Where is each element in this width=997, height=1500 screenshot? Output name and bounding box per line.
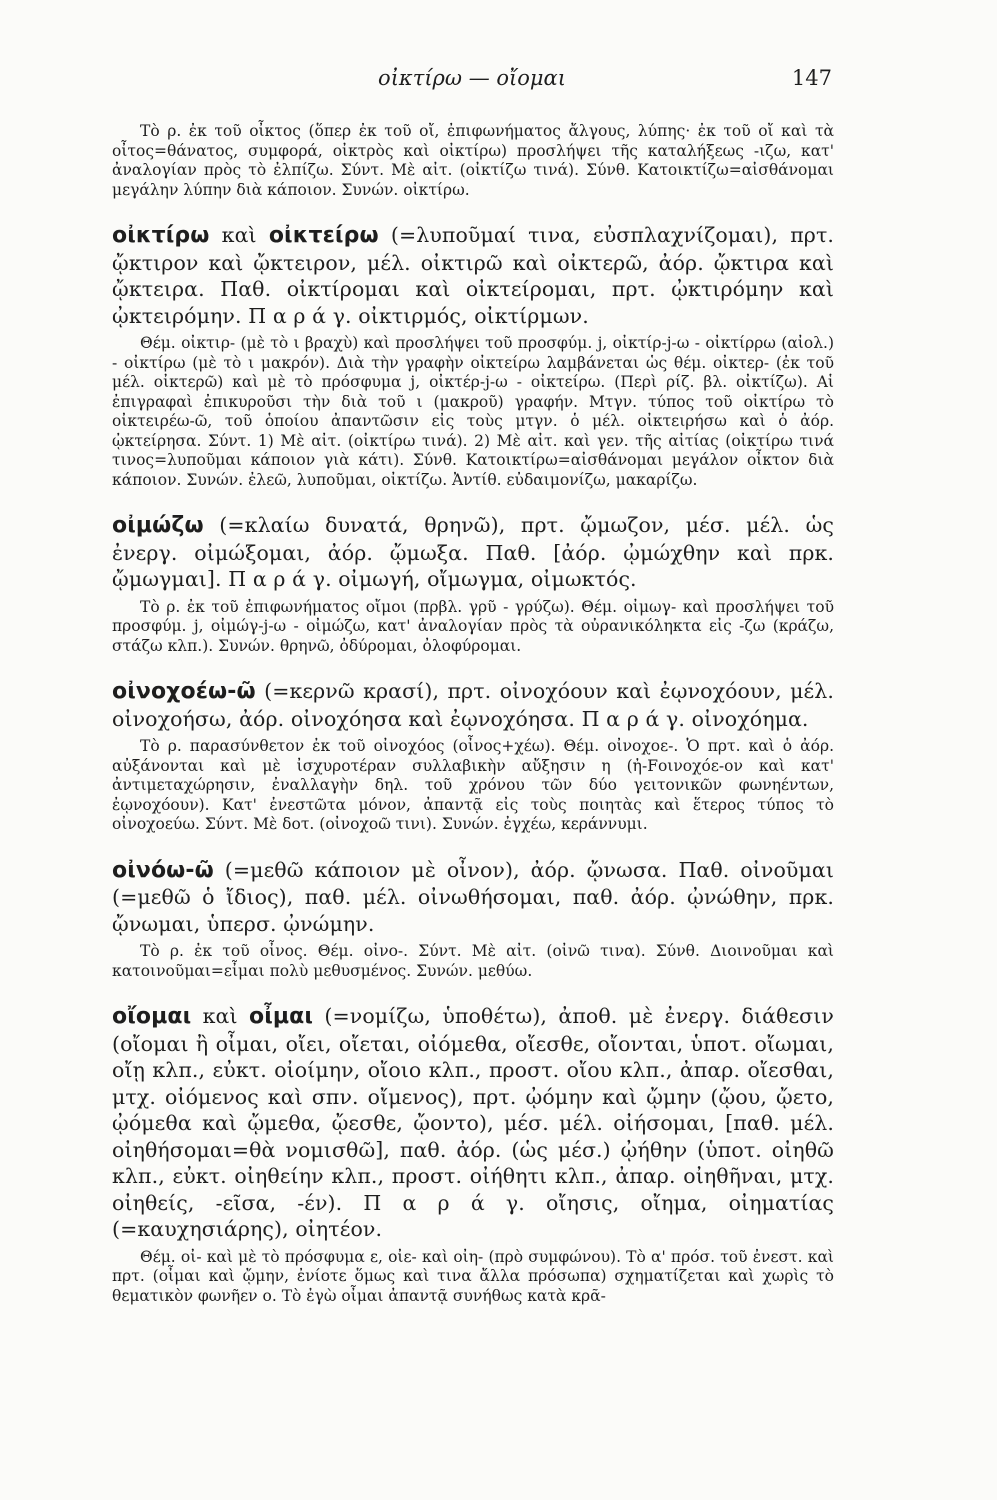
etymology-paragraph: Τὸ ρ. ἐκ τοῦ οἶκτος (ὅπερ ἐκ τοῦ οἴ, ἐπιφωνήματος ἄλγους, λύπης· ἐκ τοῦ οἴ καὶ τὰ οἶτος=θάνατος, συμφορά, οἰκτρὸς καὶ οἰκτίρω) προσλήψει τῆς καταλήξεως -ιζω, κατ' ἀναλογίαν πρὸς τὸ ἐλπίζω. Σύντ. Μὲ αἰτ. (οἰκτίζω τινά). Σύνθ. Κατοικτίζω=αἰσθάνομαι μεγάλην λύπην διὰ κάποιον. Συνών. οἰκτίρω. [112,122,834,199]
etymology-paragraph: Τὸ ρ. παρασύνθετον ἐκ τοῦ οἰνοχόος (οἶνος+χέω). Θέμ. οἰνοχοε-. Ὁ πρτ. καὶ ὁ ἀόρ. αὐξάνονται καὶ μὲ ἰσχυροτέραν συλλαβικὴν αὔξησιν η (ἠ-Fοινοχόε-ον καὶ κατ' ἀντιμεταχώρησιν, ἐναλλαγὴν δηλ. τοῦ χρόνου τῶν δύο γειτονικῶν φωνηέντων, ἐῳνοχόουν). Κατ' ἐνεστῶτα μόνον, ἀπαντᾷ εἰς τοὺς ποιητὰς καὶ ἕτερος τύπος τὸ οἰνοχοεύω. Σύντ. Μὲ δοτ. (οἰνοχοῶ τινι). Συνών. ἐγχέω, κεράννυμι. [112,737,834,833]
entry-oinochoeo [112,678,834,835]
entry-definition [112,857,834,938]
running-head: οἰκτίρω — οἴομαι [378,66,566,90]
entry-continuation [112,122,834,200]
headword-variant: οἶμαι [248,1004,314,1029]
definition-text: (=κλαίω δυνατά, θρηνῶ), πρτ. ᾤμωζον, μέσ. μέλ. ὡς ἐνεργ. οἰμώξομαι, ἀόρ. ᾤμωξα. Παθ. [ἀόρ. ᾠμώχθην καὶ πρκ. ᾤμωγμαι]. Π α ρ ά γ. οἰμωγή, οἴμωγμα, οἰμωκτός. [112,513,834,591]
entry-definition [112,222,834,329]
headword-connector: καὶ [191,1004,249,1028]
headword-connector: καὶ [209,223,269,247]
headword: οἰμώζω [112,513,204,538]
definition-text: (=λυποῦμαί τινα, εὐσπλαχνίζομαι), πρτ. ᾤκτιρον καὶ ᾤκτειρον, μέλ. οἰκτιρῶ καὶ οἰκτερῶ, ἀόρ. ᾤκτιρα καὶ ᾤκτειρα. Παθ. οἰκτίρομαι καὶ οἰκτείρομαι, πρτ. ᾠκτιρόμην καὶ ᾠκτειρόμην. Π α ρ ά γ. οἰκτιρμός, οἰκτίρμων. [112,223,835,328]
entry-definition [112,512,834,593]
page-content [112,122,834,1306]
entry-definition [112,678,834,732]
entry-oinoo [112,857,834,982]
headword: οἰνοχοέω-ῶ [112,679,256,704]
headword: οἰκτίρω [112,223,210,248]
etymology-paragraph: Θέμ. οἰκτιρ- (μὲ τὸ ι βραχὺ) καὶ προσλήψει τοῦ προσφύμ. j, οἰκτίρ-j-ω - οἰκτίρρω (αἰολ.) - οἰκτίρω (μὲ τὸ ι μακρόν). Διὰ τὴν γραφὴν οἰκτείρω λαμβάνεται ὡς θέμ. οἰκτερ- (ἐκ τοῦ μέλ. οἰκτερῶ) καὶ μὲ τὸ πρόσφυμα j, οἰκτέρ-j-ω - οἰκτείρω. (Περὶ ρίζ. βλ. οἰκτίζω). Αἱ ἐπιγραφαὶ ἐπικυροῦσι τὴν διὰ τοῦ ι (μακροῦ) γραφήν. Μτγν. τύπος τοῦ οἰκτίρω τὸ οἰκτειρέω-ῶ, τοῦ ὁποίου ἀπαντῶσιν εἰς τοὺς μτγν. ὁ μέλ. οἰκτειρήσω καὶ ὁ ἀόρ. ᾠκτείρησα. Σύντ. 1) Μὲ αἰτ. (οἰκτίρω τινά). 2) Μὲ αἰτ. καὶ γεν. τῆς αἰτίας (οἰκτίρω τινά τινος=λυποῦμαι κάποιον γιὰ κάτι). Σύνθ. Κατοικτίρω=αἰσθάνομαι μεγάλον οἶκτον διὰ κάποιον. Συνών. ἐλεῶ, λυποῦμαι, οἰκτίζω. Ἀντίθ. εὐδαιμονίζω, μακαρίζω. [112,334,834,489]
page-header [112,66,832,106]
headword: οἴομαι [112,1004,192,1029]
definition-text: (=κερνῶ κρασί), πρτ. οἰνοχόουν καὶ ἐῳνοχόουν, μέλ. οἰνοχοήσω, ἀόρ. οἰνοχόησα καὶ ἐῳνοχόησα. Π α ρ ά γ. οἰνοχόημα. [112,679,834,731]
definition-text: (=μεθῶ κάποιον μὲ οἶνον), ἀόρ. ᾤνωσα. Παθ. οἰνοῦμαι (=μεθῶ ὁ ἴδιος), παθ. μέλ. οἰνωθήσομαι, παθ. ἀόρ. ᾠνώθην, πρκ. ᾤνωμαι, ὑπερσ. ᾠνώμην. [112,857,834,936]
entry-oiktiro [112,222,834,490]
headword: οἰνόω-ῶ [112,857,214,883]
etymology-paragraph: Θέμ. οἰ- καὶ μὲ τὸ πρόσφυμα ε, οἰε- καὶ οἰη- (πρὸ συμφώνου). Τὸ α' πρόσ. τοῦ ἐνεστ. καὶ πρτ. (οἶμαι καὶ ᾤμην, ἐνίοτε ὅμως καὶ τινα ἄλλα πρόσωπα) σχηματίζεται καὶ χωρὶς τὸ θεματικὸν φωνῆεν ο. Τὸ ἐγὼ οἶμαι ἀπαντᾷ συνήθως κατὰ κρᾶ- [112,1247,834,1305]
entry-definition [112,1003,834,1243]
entry-oiomai [112,1003,834,1306]
etymology-paragraph: Τὸ ρ. ἐκ τοῦ ἐπιφωνήματος οἴμοι (πρβλ. γρῦ - γρύζω). Θέμ. οἰμωγ- καὶ προσλήψει τοῦ προσφύμ. j, οἰμώγ-j-ω - οἰμώζω, κατ' ἀναλογίαν πρὸς τὰ οὐρανικόληκτα εἰς -ζω (κράζω, στάζω κλπ.). Συνών. θρηνῶ, ὀδύρομαι, ὀλοφύρομαι. [112,597,834,655]
entry-oimozo [112,512,834,656]
page-number: 147 [791,66,832,90]
etymology-paragraph: Τὸ ρ. ἐκ τοῦ οἶνος. Θέμ. οἰνο-. Σύντ. Μὲ αἰτ. (οἰνῶ τινα). Σύνθ. Διοινοῦμαι καὶ κατοινοῦμαι=εἶμαι πολὺ μεθυσμένος. Συνών. μεθύω. [112,942,834,980]
definition-text: (=νομίζω, ὑποθέτω), ἀποθ. μὲ ἐνεργ. διάθεσιν (οἴομαι ἢ οἶμαι, οἴει, οἴεται, οἰόμεθα, οἴεσθε, οἴονται, ὑποτ. οἴωμαι, οἴῃ κλπ., εὐκτ. οἰοίμην, οἴοιο κλπ., προστ. οἴου κλπ., ἀπαρ. οἴεσθαι, μτχ. οἰόμενος καὶ σπν. οἴμενος), πρτ. ᾠόμην καὶ ᾤμην (ᾤου, ᾤετο, ᾠόμεθα καὶ ᾤμεθα, ᾤεσθε, ᾤοντο), μέσ. μέλ. οἰήσομαι, [παθ. μέλ. οἰηθήσομαι=θὰ νομισθῶ], παθ. ἀόρ. (ὡς μέσ.) ᾠήθην (ὑποτ. οἰηθῶ κλπ., εὐκτ. οἰηθείην κλπ., προστ. οἰήθητι κλπ., ἀπαρ. οἰηθῆναι, μτχ. οἰηθείς, -εῖσα, -έν). Π α ρ ά γ. οἴησις, οἴημα, οἰηματίας (=καυχησιάρης), οἰητέον. [112,1004,834,1241]
headword-variant: οἰκτείρω [268,223,379,248]
